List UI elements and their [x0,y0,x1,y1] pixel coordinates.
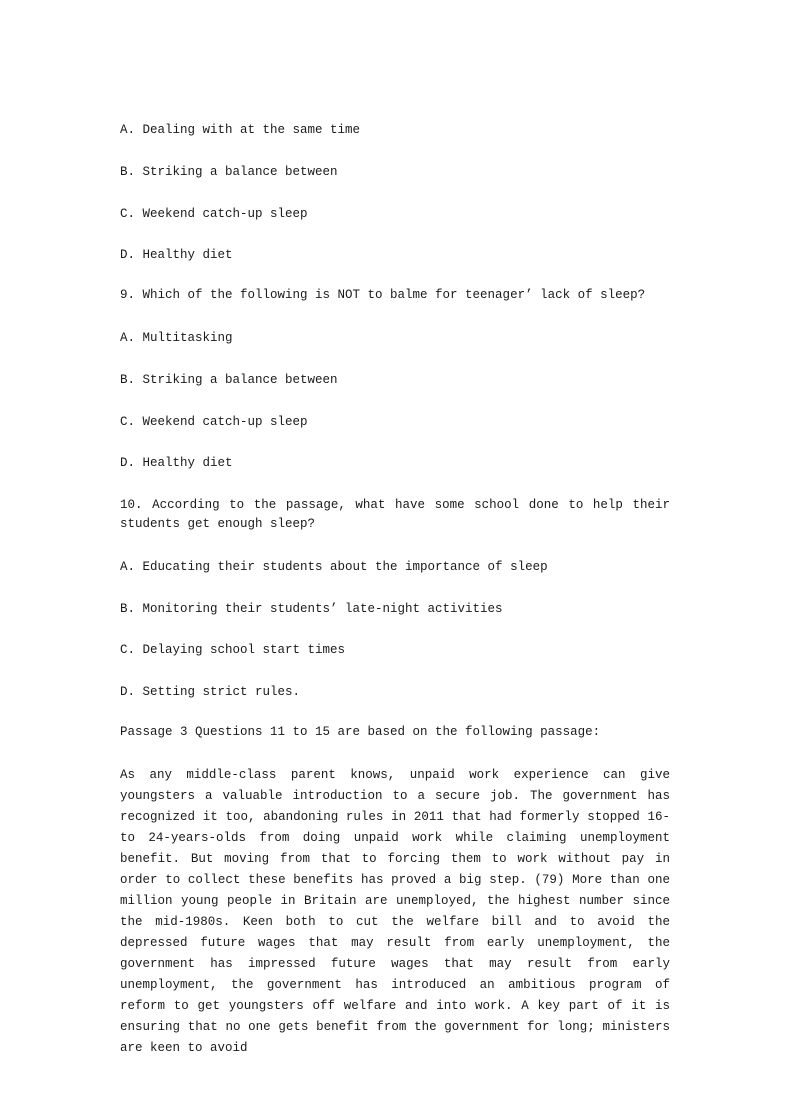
q10-option-c: C. Delaying school start times [120,643,346,657]
q8-option-a: A. Dealing with at the same time [120,123,361,137]
q10-question-line1: 10. According to the passage, what have some school done to help their [120,498,670,512]
q9-question: 9. Which of the following is NOT to balme for teenager’ lack of sleep? [120,288,646,302]
q10-option-a: A. Educating their students about the importance of sleep [120,560,548,574]
q10-option-d: D. Setting strict rules. [120,685,301,699]
passage3-heading: Passage 3 Questions 11 to 15 are based on the following passage: [120,725,601,739]
q8-option-c: C. Weekend catch-up sleep [120,207,308,221]
q10-question-line2: students get enough sleep? [120,517,316,531]
q10-option-b: B. Monitoring their students’ late-night activities [120,602,503,616]
q9-option-c: C. Weekend catch-up sleep [120,415,308,429]
q9-option-d: D. Healthy diet [120,456,233,470]
q8-option-d: D. Healthy diet [120,248,233,262]
q8-option-b: B. Striking a balance between [120,165,338,179]
q9-option-b: B. Striking a balance between [120,373,338,387]
q9-option-a: A. Multitasking [120,331,233,345]
passage3-body: As any middle-class parent knows, unpaid work experience can give youngsters a valuable introduction to a secure job. The government has recognized it too, abandoning rules in 2011 that had formerly stopped 16-to 24-years-olds from doing unpaid work while claiming unemployment benefit. But moving from that to forcing them to work without pay in order to collect these benefits has proved a big step. (79) More than one million young people in Britain are unemployed, the highest number since the mid-1980s. Keen both to cut the welfare bill and to avoid the depressed future wages that may result from early unemployment, the government has impressed future wages that may result from early unemployment, the government has introduced an ambitious program of reform to get youngsters off welfare and into work. A key part of it is ensuring that no one gets benefit from the government for long; ministers are keen to avoid [120,768,670,1055]
